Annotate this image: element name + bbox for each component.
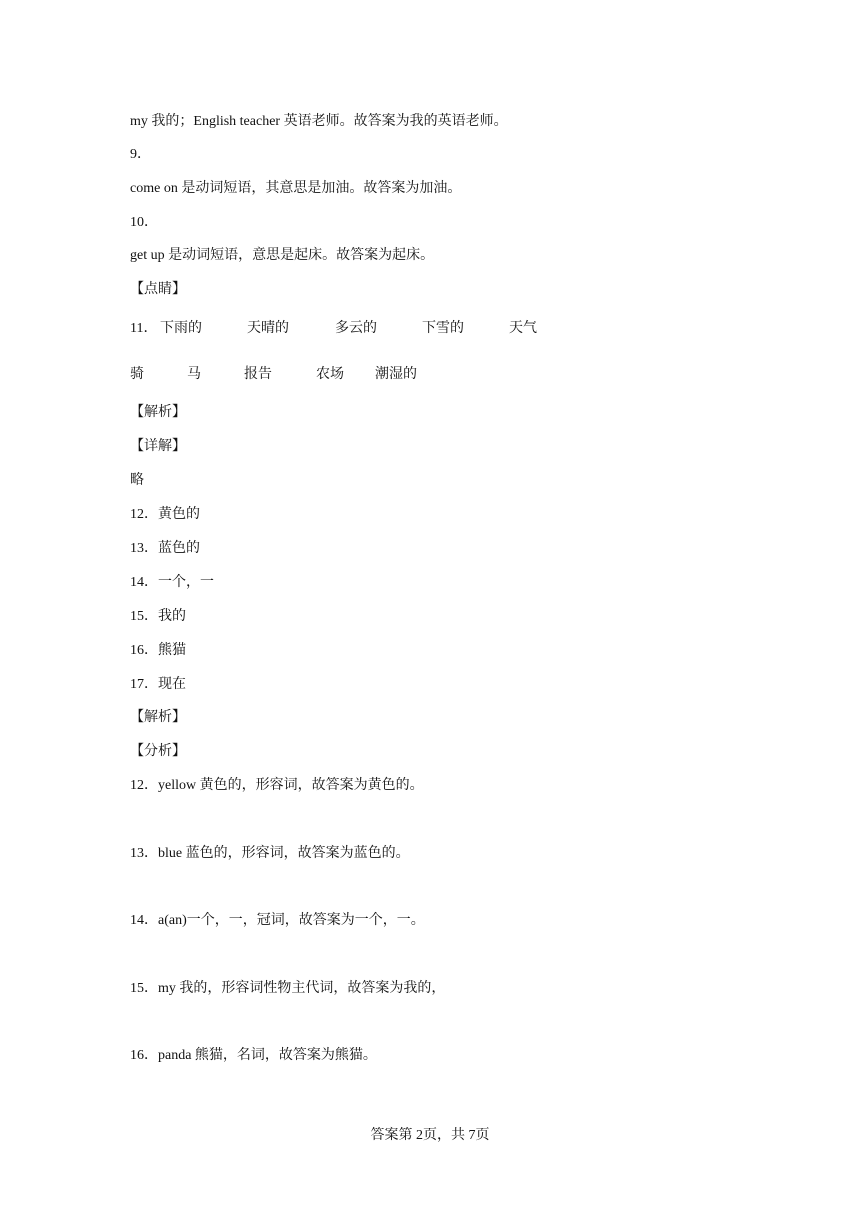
vocab-word: 农场: [316, 367, 344, 382]
analysis-item-13: 13．blue 蓝色的，形容词，故答案为蓝色的。: [130, 846, 410, 861]
question-number-11: 11．: [130, 321, 158, 336]
analysis-item-12: 12．yellow 黄色的，形容词，故答案为黄色的。: [130, 778, 424, 793]
page-footer: 答案第 2页，共 7页: [370, 1128, 490, 1143]
answer-line-8-explanation: my 我的；English teacher 英语老师。故答案为我的英语老师。: [130, 114, 508, 129]
answer-item-16: 16．熊猫: [130, 643, 186, 658]
vocab-word: 骑: [130, 367, 144, 382]
vocab-word: 报告: [244, 367, 272, 382]
answer-item-14: 14．一个，一: [130, 575, 214, 590]
answer-item-12: 12．黄色的: [130, 507, 200, 522]
analysis-item-15: 15．my 我的，形容词性物主代词，故答案为我的，: [130, 981, 446, 996]
answer-item-13: 13．蓝色的: [130, 541, 200, 556]
section-heading-dianjing: 【点睛】: [130, 282, 186, 297]
vocab-word: 天气: [509, 321, 537, 336]
analysis-item-14: 14．a(an)一个，一，冠词，故答案为一个，一。: [130, 913, 425, 928]
vocab-word: 多云的: [335, 321, 377, 336]
answer-line-10-explanation: get up 是动词短语，意思是起床。故答案为起床。: [130, 248, 435, 263]
section-heading-fenxi: 【分析】: [130, 744, 186, 759]
question-number-9: 9．: [130, 147, 151, 162]
vocab-word: 天晴的: [247, 321, 289, 336]
analysis-item-16: 16．panda 熊猫，名词，故答案为熊猫。: [130, 1048, 377, 1063]
vocab-word: 下雪的: [422, 321, 464, 336]
answer-line-9-explanation: come on 是动词短语，其意思是加油。故答案为加油。: [130, 181, 462, 196]
vocab-word: 下雨的: [160, 321, 202, 336]
answer-item-15: 15．我的: [130, 609, 186, 624]
section-heading-jiexi: 【解析】: [130, 710, 186, 725]
section-heading-jiexi: 【解析】: [130, 405, 186, 420]
answer-omitted: 略: [130, 473, 144, 488]
answer-item-17: 17．现在: [130, 677, 186, 692]
vocab-word: 马: [187, 367, 201, 382]
question-number-10: 10．: [130, 215, 158, 230]
vocab-word: 潮湿的: [375, 367, 417, 382]
section-heading-xiangjie: 【详解】: [130, 439, 186, 454]
